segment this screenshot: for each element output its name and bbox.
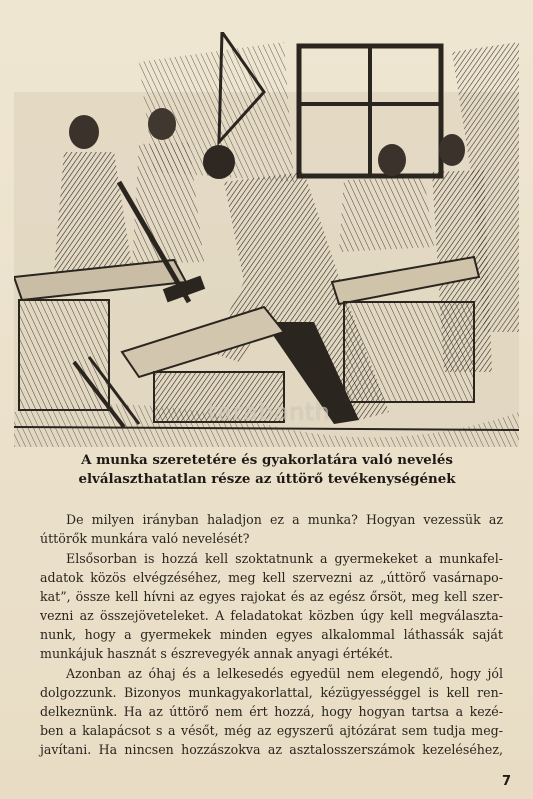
text-line: ben a kalapácsot s a vésőt, még az egyszerű ajtózárat sem tudja meg- <box>40 722 503 738</box>
boys-at-workbenches-drawing <box>14 32 519 447</box>
paragraph-3 <box>40 665 503 759</box>
text-line: nunk, hogy a gyermekek minden egyes alkalommal láthassák saját <box>40 626 503 642</box>
text-line: javítani. Ha nincsen hozzászokva az asztalosszerszámok kezeléséhez, <box>40 741 503 757</box>
text-line: Azonban az óhaj és a lelkesedés egyedül nem elegendő, hogy jól <box>66 666 503 682</box>
text-line: kat”, össze kell hívni az egyes rajokat és az egész őrsöt, meg kell szer- <box>40 589 503 605</box>
text-line: munkájuk hasznát s észrevegyék annak anyagi értékét. <box>40 645 394 661</box>
woodworking-illustration <box>14 32 519 447</box>
text-line: delkeznünk. Ha az úttörő nem ért hozzá, hogy hogyan tartsa a kezé- <box>40 703 503 719</box>
text-line: Elsősorban is hozzá kell szoktatnunk a gyermekeket a munkafel- <box>66 551 503 567</box>
text-line: adatok közös elvégzéséhez, meg kell szervezni az „úttörő vasárnapo- <box>40 570 503 586</box>
paragraph-1 <box>40 511 503 549</box>
body-text <box>40 511 503 760</box>
illustration-caption <box>48 451 486 489</box>
watermark-text: tarabanth <box>207 398 331 426</box>
caption-line-1: A munka szeretetére és gyakorlatára való nevelés <box>81 452 453 468</box>
text-line: vezni az összejöveteleket. A feladatokat közben úgy kell megválaszta- <box>40 607 503 623</box>
text-line: dolgozzunk. Bizonyos munkagyakorlattal, kézügyességgel is kell ren- <box>40 685 503 701</box>
paragraph-2 <box>40 550 503 663</box>
page-number: 7 <box>501 774 511 789</box>
text-line: De milyen irányban haladjon ez a munka? Hogyan vezessük az <box>66 512 503 527</box>
caption-line-2: elválaszthatatlan része az úttörő tevékenységének <box>78 471 456 487</box>
text-line: úttörők munkára való nevelését? <box>40 530 250 546</box>
